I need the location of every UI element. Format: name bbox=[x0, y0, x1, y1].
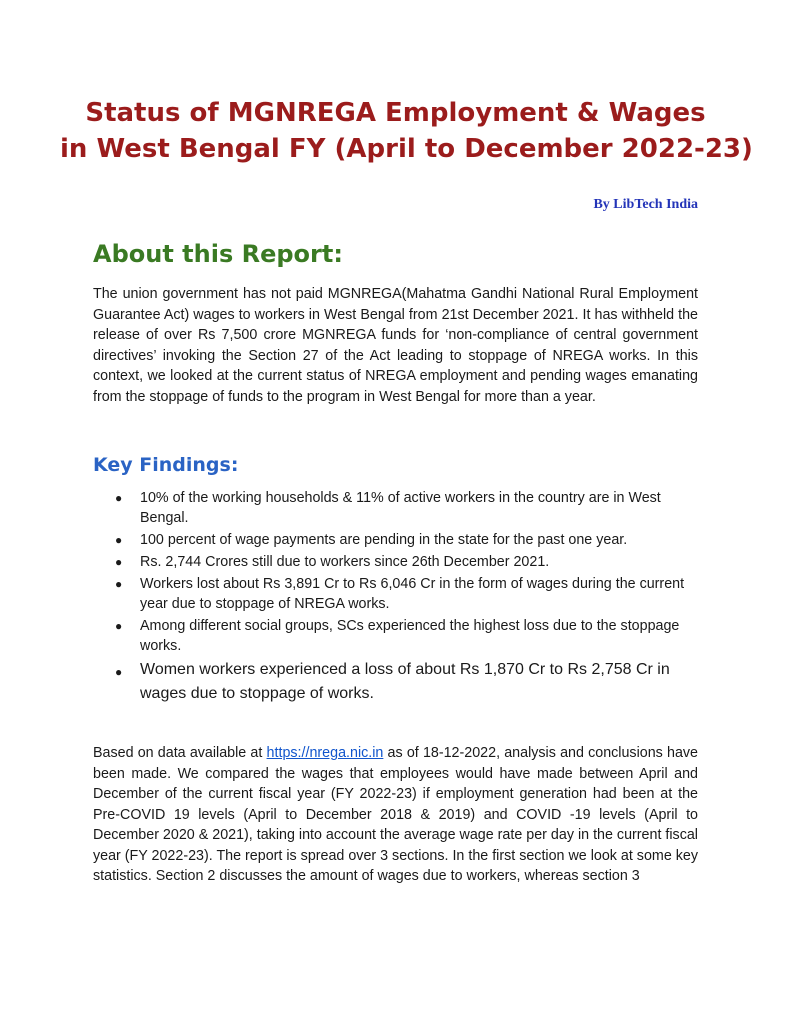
finding-text: Among different social groups, SCs experienced the highest loss due to the stoppage works. bbox=[140, 618, 680, 654]
finding-item bbox=[93, 574, 698, 614]
bullet-icon: ● bbox=[115, 533, 123, 547]
finding-text: 10% of the working households & 11% of active workers in the country are in West Bengal. bbox=[140, 490, 661, 526]
bullet-icon: ● bbox=[115, 577, 123, 591]
finding-item bbox=[93, 488, 698, 528]
finding-text: 100 percent of wage payments are pending in the state for the past one year. bbox=[140, 532, 628, 548]
bullet-icon: ● bbox=[115, 665, 123, 679]
nrega-link[interactable]: https://nrega.nic.in bbox=[266, 745, 384, 761]
title-line-2: in West Bengal FY (April to December 2022-23) bbox=[60, 134, 753, 164]
finding-item bbox=[93, 658, 698, 706]
methodology-paragraph bbox=[93, 743, 698, 887]
finding-item bbox=[93, 552, 698, 572]
report-title bbox=[60, 95, 753, 167]
key-findings-heading: Key Findings: bbox=[93, 454, 239, 476]
about-heading: About this Report: bbox=[93, 240, 343, 268]
methodology-text-start: Based on data available at bbox=[93, 745, 267, 761]
key-findings-list bbox=[93, 488, 698, 708]
bullet-icon: ● bbox=[115, 555, 123, 569]
bullet-icon: ● bbox=[115, 619, 123, 633]
finding-item bbox=[93, 616, 698, 656]
finding-text: Rs. 2,744 Crores still due to workers since 26th December 2021. bbox=[140, 554, 550, 570]
finding-text: Women workers experienced a loss of about Rs 1,870 Cr to Rs 2,758 Cr in wages due to stoppage of works. bbox=[140, 661, 670, 702]
methodology-text-rest: as of 18-12-2022, analysis and conclusions have been made. We compared the wages that employees would have made between April and December of the current fiscal year (FY 2022-23) if employment generation had been at the Pre-COVID 19 levels (April to December 2018 & 2019) and COVID -19 levels (April to December 2020 & 2021), taking into account the average wage rate per day in the current fiscal year (FY 2022-23). The report is spread over 3 sections. In the first section we look at some key statistics. Section 2 discusses the amount of wages due to workers, whereas section 3 bbox=[93, 745, 698, 884]
about-paragraph: The union government has not paid MGNREGA(Mahatma Gandhi National Rural Employment Guarantee Act) wages to workers in West Bengal from 21st December 2021. It has withheld the release of over Rs 7,500 crore MGNREGA funds for ‘non-compliance of central government directives’ invoking the Section 27 of the Act leading to stoppage of NREGA works. In this context, we looked at the current status of NREGA employment and pending wages emanating from the stoppage of funds to the program in West Bengal for more than a year. bbox=[93, 286, 698, 405]
finding-text: Workers lost about Rs 3,891 Cr to Rs 6,046 Cr in the form of wages during the current year due to stoppage of NREGA works. bbox=[140, 576, 685, 612]
bullet-icon: ● bbox=[115, 491, 123, 505]
finding-item bbox=[93, 530, 698, 550]
title-line-1: Status of MGNREGA Employment & Wages bbox=[85, 98, 706, 128]
author-byline: By LibTech India bbox=[593, 197, 698, 212]
